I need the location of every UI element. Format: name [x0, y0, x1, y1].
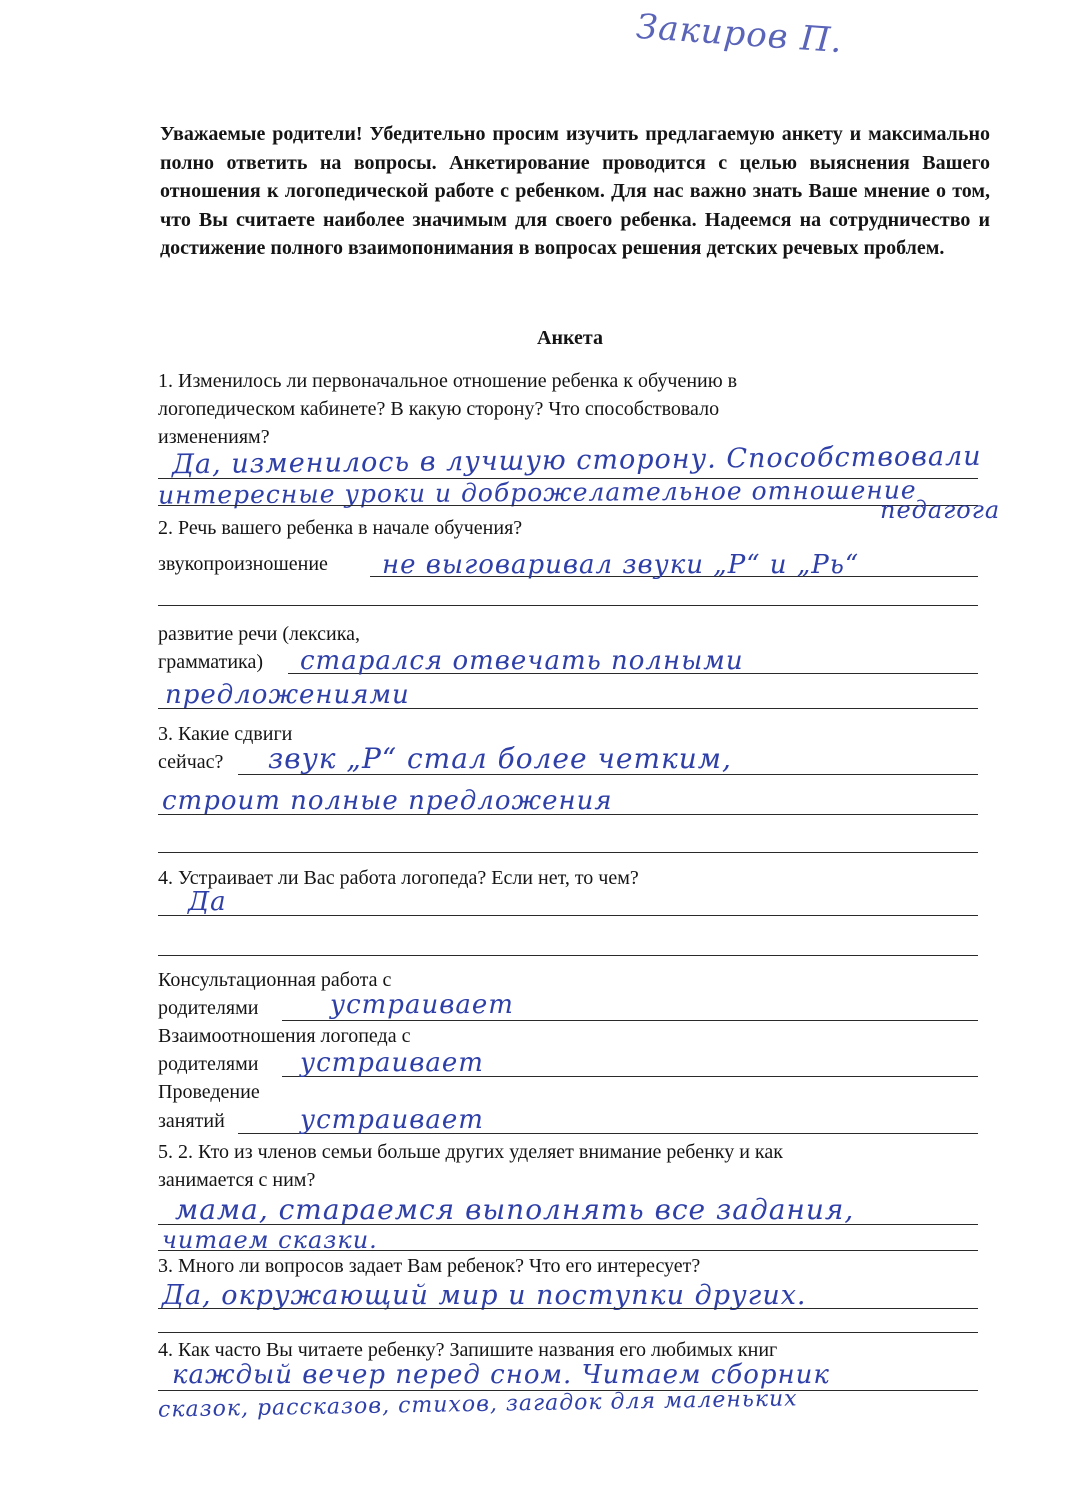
consult-answer[interactable]: устраивает [330, 990, 514, 1020]
answer-5-underline-1 [158, 1224, 978, 1225]
intro-paragraph: Уважаемые родители! Убедительно просим изучить предлагаемую анкету и максимально полно ответить на вопросы. Анкетирование проводится с целью выяснения Вашего отношения к логопедической работе с ребенком. Для нас важно знать Ваше мнение о том, что Вы считаете наиболее значимым для своего ребенка. Надеемся на сотрудничество и достижение полного взаимопонимания в вопросах решения детских речевых проблем. [160, 123, 990, 259]
speech-answer-line-2[interactable]: предложениями [165, 680, 410, 710]
question-3-line-1: 3. Какие сдвиги [158, 723, 293, 745]
answer-1-line-2[interactable]: интересные уроки и доброжелательное отношение [157, 475, 917, 510]
answer-7-line-2[interactable]: сказок, рассказов, стихов, загадок для маленьких [157, 1386, 798, 1423]
answer-7-line-1[interactable]: каждый вечер перед сном. Читаем сборник [172, 1360, 830, 1390]
lessons-label-line-1: Проведение [158, 1081, 260, 1103]
lessons-label-line-2: занятий [158, 1110, 225, 1132]
answer-3-line-2[interactable]: строит полные предложения [162, 786, 613, 816]
question-1-line-3: изменениям? [158, 426, 270, 448]
relations-label-line-2: родителями [158, 1053, 259, 1075]
speech-label-line-2: грамматика) [158, 651, 264, 673]
pronunciation-underline-2 [158, 605, 978, 606]
answer-5-line-1[interactable]: мама, стараемся выполнять все задания, [175, 1193, 855, 1226]
speech-label-line-1: развитие речи (лексика, [158, 623, 360, 645]
relations-answer[interactable]: устраивает [300, 1048, 484, 1078]
answer-1-line-3[interactable]: педагога [880, 496, 1001, 524]
answer-4-underline-1 [158, 915, 978, 916]
answer-6[interactable]: Да, окружающий мир и поступки других. [162, 1280, 807, 1311]
answer-6-underline-2 [158, 1332, 978, 1333]
answer-3-underline-2 [158, 814, 978, 815]
question-5-line-1: 5. 2. Кто из членов семьи больше других уделяет внимание ребенку и как [158, 1141, 783, 1163]
answer-1-underline-2 [158, 505, 978, 506]
lessons-answer[interactable]: устраивает [300, 1105, 484, 1135]
question-2: 2. Речь вашего ребенка в начале обучения? [158, 517, 523, 539]
answer-4[interactable]: Да [188, 887, 227, 917]
consult-underline [282, 1020, 978, 1021]
answer-3-underline-3 [158, 852, 978, 853]
form-title: Анкета [537, 327, 603, 349]
consult-label-line-1: Консультационная работа с [158, 969, 392, 991]
answer-6-underline-1 [158, 1308, 978, 1309]
question-5-line-2: занимается с ним? [158, 1169, 316, 1191]
pronunciation-answer[interactable]: не выговаривал звуки „Р“ и „Рь“ [382, 550, 860, 580]
question-7: 4. Как часто Вы читаете ребенку? Запишите названия его любимых книг [158, 1339, 778, 1361]
signature: Закиров П. [634, 6, 845, 62]
question-3-line-2: сейчас? [158, 751, 224, 773]
question-4: 4. Устраивает ли Вас работа логопеда? Если нет, то чем? [158, 867, 639, 889]
relations-label-line-1: Взаимоотношения логопеда с [158, 1025, 411, 1047]
pronunciation-label: звукопроизношение [158, 553, 328, 575]
speech-answer-line-1[interactable]: старался отвечать полными [300, 646, 744, 676]
answer-5-line-2[interactable]: читаем сказки. [162, 1226, 378, 1254]
answer-4-underline-2 [158, 955, 978, 956]
question-6: 3. Много ли вопросов задает Вам ребенок? Что его интересует? [158, 1255, 701, 1277]
speech-underline-2 [158, 708, 978, 709]
consult-label-line-2: родителями [158, 997, 259, 1019]
question-1-line-2: логопедическом кабинете? В какую сторону? Что способствовало [158, 398, 720, 420]
answer-5-underline-2 [158, 1250, 978, 1251]
answer-1-line-1[interactable]: Да, изменилось в лучшую сторону. Способствовали [171, 440, 982, 481]
question-1-line-1: 1. Изменилось ли первоначальное отношение ребенка к обучению в [158, 370, 738, 392]
answer-3-line-1[interactable]: звук „Р“ стал более четким, [268, 742, 732, 775]
